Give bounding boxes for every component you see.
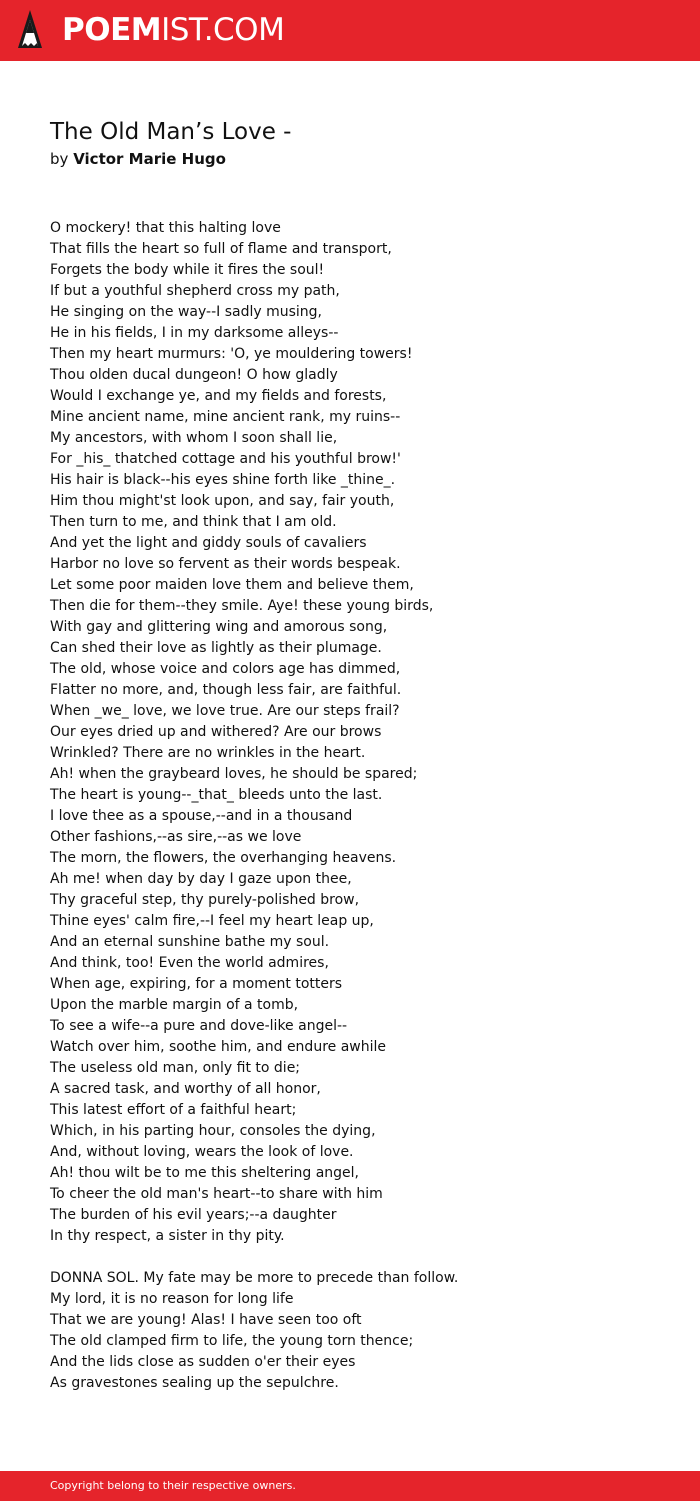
poem-line: Would I exchange ye, and my fields and forests,: [50, 388, 387, 404]
poem-line: When age, expiring, for a moment totters: [50, 976, 343, 992]
pencil-tip-icon[interactable]: [18, 10, 42, 52]
site-header: [0, 0, 700, 61]
poem-line: The burden of his evil years;--a daughter: [50, 1207, 337, 1223]
poem-line: As gravestones sealing up the sepulchre.: [50, 1375, 339, 1391]
poem-line: Can shed their love as lightly as their plumage.: [50, 640, 382, 656]
poem-line: The useless old man, only fit to die;: [50, 1060, 301, 1076]
poem-line: O mockery! that this halting love: [50, 220, 281, 236]
poem-line: I love thee as a spouse,--and in a thousand: [50, 808, 353, 824]
poem-line: Him thou might'st look upon, and say, fair youth,: [50, 493, 395, 509]
poem-line: To see a wife--a pure and dove-like angel--: [50, 1018, 348, 1034]
poem-line: He in his fields, I in my darksome alleys--: [50, 325, 339, 341]
poem-line: Then my heart murmurs: 'O, ye mouldering towers!: [50, 346, 413, 362]
poem-line: With gay and glittering wing and amorous song,: [50, 619, 388, 635]
logo-text-bold: POEM: [62, 12, 162, 48]
poem-title: The Old Man’s Love -: [50, 119, 292, 145]
poem-line: Which, in his parting hour, consoles the dying,: [50, 1123, 376, 1139]
poem-line: Harbor no love so fervent as their words bespeak.: [50, 556, 401, 572]
poem-line: DONNA SOL. My fate may be more to precede than follow.: [50, 1270, 459, 1286]
poem-line: Our eyes dried up and withered? Are our brows: [50, 724, 382, 740]
poem-line: When _we_ love, we love true. Are our steps frail?: [50, 703, 400, 719]
logo-text-light: IST.COM: [161, 12, 285, 48]
poem-byline: [50, 148, 226, 170]
poem-line: Flatter no more, and, though less fair, are faithful.: [50, 682, 402, 698]
poem-line: Wrinkled? There are no wrinkles in the heart.: [50, 745, 366, 761]
site-footer: [0, 1471, 700, 1501]
poem-line: That we are young! Alas! I have seen too oft: [50, 1312, 362, 1328]
poem-line: My ancestors, with whom I soon shall lie,: [50, 430, 338, 446]
poem-line: The old clamped firm to life, the young torn thence;: [50, 1333, 414, 1349]
poem-line: In thy respect, a sister in thy pity.: [50, 1228, 285, 1244]
poem-line: The morn, the flowers, the overhanging heavens.: [50, 850, 397, 866]
poem-line: Thy graceful step, thy purely-polished brow,: [50, 892, 360, 908]
site-logo[interactable]: [62, 10, 284, 50]
copyright-text: Copyright belong to their respective owners.: [50, 1479, 296, 1492]
poem-line: This latest effort of a faithful heart;: [50, 1102, 297, 1118]
by-label: by: [50, 150, 69, 168]
poem-line: And the lids close as sudden o'er their eyes: [50, 1354, 356, 1370]
poem-line: And yet the light and giddy souls of cavaliers: [50, 535, 367, 551]
poem-author: Victor Marie Hugo: [73, 150, 226, 168]
poem-line: Watch over him, soothe him, and endure awhile: [50, 1039, 386, 1055]
poem-line: My lord, it is no reason for long life: [50, 1291, 294, 1307]
poem-line: Ah! when the graybeard loves, he should be spared;: [50, 766, 418, 782]
poem-line: He singing on the way--I sadly musing,: [50, 304, 322, 320]
poem-line: Thou olden ducal dungeon! O how gladly: [50, 367, 338, 383]
poem-line: And an eternal sunshine bathe my soul.: [50, 934, 330, 950]
poem-line: Let some poor maiden love them and believe them,: [50, 577, 414, 593]
poem-line: Ah me! when day by day I gaze upon thee,: [50, 871, 352, 887]
poem-line: A sacred task, and worthy of all honor,: [50, 1081, 321, 1097]
poem-line: And, without loving, wears the look of love.: [50, 1144, 354, 1160]
poem-line: Ah! thou wilt be to me this sheltering angel,: [50, 1165, 360, 1181]
poem-line: The heart is young--_that_ bleeds unto the last.: [50, 787, 383, 803]
poem-line: If but a youthful shepherd cross my path,: [50, 283, 340, 299]
poem-line: Thine eyes' calm fire,--I feel my heart leap up,: [50, 913, 374, 929]
poem-line: Then die for them--they smile. Aye! these young birds,: [50, 598, 434, 614]
stanza-break: [50, 1247, 670, 1268]
poem-line: The old, whose voice and colors age has dimmed,: [50, 661, 401, 677]
poem-line: Upon the marble margin of a tomb,: [50, 997, 299, 1013]
poem-line: For _his_ thatched cottage and his youthful brow!': [50, 451, 401, 467]
poem-line: To cheer the old man's heart--to share with him: [50, 1186, 383, 1202]
poem-line: Mine ancient name, mine ancient rank, my ruins--: [50, 409, 401, 425]
poem-line: Then turn to me, and think that I am old.: [50, 514, 337, 530]
poem-body: [50, 218, 670, 1394]
poem-line: Forgets the body while it fires the soul!: [50, 262, 325, 278]
poem-line: Other fashions,--as sire,--as we love: [50, 829, 302, 845]
poem-line: His hair is black--his eyes shine forth like _thine_.: [50, 472, 396, 488]
poem-line: That fills the heart so full of flame and transport,: [50, 241, 392, 257]
poem-line: And think, too! Even the world admires,: [50, 955, 329, 971]
